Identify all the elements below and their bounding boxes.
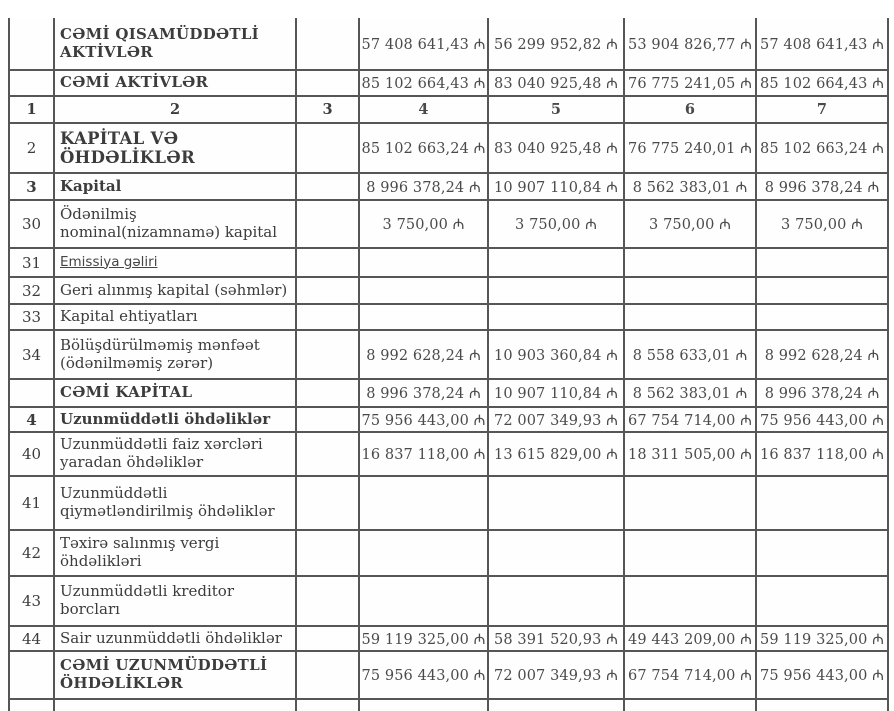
row-label-cell: CƏMİ QISAMÜDDƏTLİ AKTİVLƏR <box>55 18 297 69</box>
value-cell-col5: 10 903 360,84 ₼ <box>489 331 625 378</box>
row-label-cell: Geri alınmış kapital (səhmlər) <box>55 278 297 303</box>
row-label-cell: Bölüşdürülməmiş mənfəət (ödənilməmiş zərər) <box>55 331 297 378</box>
table-row <box>10 477 889 531</box>
value-cell-col6 <box>625 305 757 329</box>
row-label-cell: Uzunmüddətli kreditor borcları <box>55 577 297 625</box>
column3-cell <box>297 71 360 95</box>
row-label-cell: Uzunmüddətli qiymətləndirilmiş öhdəliklər <box>55 477 297 529</box>
value-cell-col6 <box>625 278 757 303</box>
row-number-cell: 43 <box>10 577 55 625</box>
column3-cell <box>297 331 360 378</box>
value-cell-col5: 3 750,00 ₼ <box>489 201 625 247</box>
column3-cell <box>297 249 360 276</box>
row-label-cell: Kapital ehtiyatları <box>55 305 297 329</box>
value-cell-col4: 8 996 378,24 ₼ <box>360 174 489 199</box>
row-label-cell: CƏMİ UZUNMÜDDƏTLİ ÖHDƏLİKLƏR <box>55 652 297 698</box>
value-cell-col7: 85 102 663,24 ₼ <box>757 124 889 172</box>
table-row <box>10 627 889 652</box>
value-cell-col7 <box>757 305 889 329</box>
row-label-cell: CƏMİ AKTİVLƏR <box>55 71 297 95</box>
row-label-cell: Təxirə salınmış vergi öhdəlikləri <box>55 531 297 575</box>
table-row <box>10 531 889 577</box>
row-number-cell: 4 <box>10 408 55 431</box>
row-number-cell: 44 <box>10 627 55 650</box>
value-cell-col5 <box>489 278 625 303</box>
row-number-cell: 1 <box>10 97 55 122</box>
row-number-cell <box>10 700 55 711</box>
column3-cell <box>297 18 360 69</box>
row-label-cell: Emissiya gəliri <box>55 249 297 276</box>
value-cell-col7: 16 837 118,00 ₼ <box>757 433 889 475</box>
value-cell-col6: 76 775 240,01 ₼ <box>625 124 757 172</box>
row-number-cell: 33 <box>10 305 55 329</box>
table-row <box>10 18 889 71</box>
value-cell-col5: 13 615 829,00 ₼ <box>489 433 625 475</box>
column3-cell <box>297 652 360 698</box>
value-cell-col6: 18 311 505,00 ₼ <box>625 433 757 475</box>
column3-cell <box>297 408 360 431</box>
value-cell-col4: 59 119 325,00 ₼ <box>360 627 489 650</box>
value-cell-col5: 10 907 110,84 ₼ <box>489 380 625 406</box>
value-cell-col4: 3 750,00 ₼ <box>360 201 489 247</box>
value-cell-col5: 72 007 349,93 ₼ <box>489 652 625 698</box>
value-cell-col5: 58 391 520,93 ₼ <box>489 627 625 650</box>
row-number-cell: 31 <box>10 249 55 276</box>
value-cell-col7 <box>757 577 889 625</box>
value-cell-col4 <box>360 305 489 329</box>
value-cell-col7 <box>757 477 889 529</box>
row-number-cell: 40 <box>10 433 55 475</box>
value-cell-col5: 72 007 349,93 ₼ <box>489 408 625 431</box>
row-label-cell: Kapital <box>55 174 297 199</box>
value-cell-col6 <box>625 700 757 711</box>
column3-cell <box>297 477 360 529</box>
value-cell-col4: 57 408 641,43 ₼ <box>360 18 489 69</box>
column3-cell <box>297 124 360 172</box>
row-number-cell <box>10 380 55 406</box>
value-cell-col4 <box>360 477 489 529</box>
column3-cell <box>297 700 360 711</box>
column3-cell <box>297 577 360 625</box>
value-cell-col4 <box>360 577 489 625</box>
row-label-cell: Sair uzunmüddətli öhdəliklər <box>55 627 297 650</box>
value-cell-col6: 49 443 209,00 ₼ <box>625 627 757 650</box>
value-cell-col6: 8 558 633,01 ₼ <box>625 331 757 378</box>
column-number-row <box>10 97 889 124</box>
value-cell-col5 <box>489 249 625 276</box>
value-cell-col5 <box>489 577 625 625</box>
table-row <box>10 278 889 305</box>
table-row <box>10 433 889 477</box>
value-cell-col7: 75 956 443,00 ₼ <box>757 408 889 431</box>
value-cell-col6: 6 <box>625 97 757 122</box>
value-cell-col6 <box>625 577 757 625</box>
column3-cell: 3 <box>297 97 360 122</box>
value-cell-col6: 76 775 241,05 ₼ <box>625 71 757 95</box>
value-cell-col6: 3 750,00 ₼ <box>625 201 757 247</box>
table-row <box>10 71 889 97</box>
value-cell-col7: 8 996 378,24 ₼ <box>757 174 889 199</box>
column3-cell <box>297 174 360 199</box>
row-number-cell: 30 <box>10 201 55 247</box>
value-cell-col6 <box>625 531 757 575</box>
value-cell-col4: 16 837 118,00 ₼ <box>360 433 489 475</box>
table-row <box>10 577 889 627</box>
value-cell-col4: 4 <box>360 97 489 122</box>
row-label-cell <box>55 700 297 711</box>
value-cell-col4: 8 996 378,24 ₼ <box>360 380 489 406</box>
value-cell-col5 <box>489 305 625 329</box>
value-cell-col6 <box>625 249 757 276</box>
row-number-cell: 41 <box>10 477 55 529</box>
column3-cell <box>297 380 360 406</box>
table-row <box>10 249 889 278</box>
value-cell-col7 <box>757 531 889 575</box>
value-cell-col5 <box>489 700 625 711</box>
row-number-cell: 2 <box>10 124 55 172</box>
value-cell-col4: 75 956 443,00 ₼ <box>360 652 489 698</box>
row-label-cell: CƏMİ KAPİTAL <box>55 380 297 406</box>
table-row <box>10 408 889 433</box>
row-number-cell: 34 <box>10 331 55 378</box>
value-cell-col7: 75 956 443,00 ₼ <box>757 652 889 698</box>
row-label-cell: Uzunmüddətli öhdəliklər <box>55 408 297 431</box>
value-cell-col4 <box>360 249 489 276</box>
column3-cell <box>297 305 360 329</box>
value-cell-col7: 8 996 378,24 ₼ <box>757 380 889 406</box>
table-row <box>10 201 889 249</box>
table-row <box>10 652 889 700</box>
row-number-cell: 3 <box>10 174 55 199</box>
column3-cell <box>297 278 360 303</box>
value-cell-col6: 8 562 383,01 ₼ <box>625 380 757 406</box>
row-label-cell: KAPİTAL VƏ ÖHDƏLİKLƏR <box>55 124 297 172</box>
column3-cell <box>297 627 360 650</box>
row-label-cell: Ödənilmiş nominal(nizamnamə) kapital <box>55 201 297 247</box>
row-number-cell <box>10 18 55 69</box>
value-cell-col4: 85 102 664,43 ₼ <box>360 71 489 95</box>
table-row <box>10 700 889 711</box>
value-cell-col5: 56 299 952,82 ₼ <box>489 18 625 69</box>
value-cell-col6: 67 754 714,00 ₼ <box>625 652 757 698</box>
value-cell-col5: 10 907 110,84 ₼ <box>489 174 625 199</box>
row-number-cell <box>10 71 55 95</box>
column3-cell <box>297 201 360 247</box>
value-cell-col4: 75 956 443,00 ₼ <box>360 408 489 431</box>
row-number-cell: 32 <box>10 278 55 303</box>
table-row <box>10 305 889 331</box>
value-cell-col5: 83 040 925,48 ₼ <box>489 124 625 172</box>
value-cell-col4: 85 102 663,24 ₼ <box>360 124 489 172</box>
table-row <box>10 174 889 201</box>
value-cell-col4 <box>360 700 489 711</box>
value-cell-col7 <box>757 278 889 303</box>
value-cell-col7 <box>757 249 889 276</box>
table-row <box>10 331 889 380</box>
value-cell-col7 <box>757 700 889 711</box>
value-cell-col6 <box>625 477 757 529</box>
value-cell-col5 <box>489 531 625 575</box>
value-cell-col4: 8 992 628,24 ₼ <box>360 331 489 378</box>
value-cell-col6: 53 904 826,77 ₼ <box>625 18 757 69</box>
value-cell-col5 <box>489 477 625 529</box>
row-label-cell: Uzunmüddətli faiz xərcləri yaradan öhdəliklər <box>55 433 297 475</box>
row-label-cell: 2 <box>55 97 297 122</box>
value-cell-col5: 5 <box>489 97 625 122</box>
value-cell-col7: 57 408 641,43 ₼ <box>757 18 889 69</box>
column3-cell <box>297 531 360 575</box>
value-cell-col7: 7 <box>757 97 889 122</box>
value-cell-col7: 59 119 325,00 ₼ <box>757 627 889 650</box>
value-cell-col7: 8 992 628,24 ₼ <box>757 331 889 378</box>
value-cell-col6: 67 754 714,00 ₼ <box>625 408 757 431</box>
row-number-cell: 42 <box>10 531 55 575</box>
value-cell-col7: 3 750,00 ₼ <box>757 201 889 247</box>
value-cell-col5: 83 040 925,48 ₼ <box>489 71 625 95</box>
value-cell-col6: 8 562 383,01 ₼ <box>625 174 757 199</box>
value-cell-col4 <box>360 278 489 303</box>
value-cell-col4 <box>360 531 489 575</box>
value-cell-col7: 85 102 664,43 ₼ <box>757 71 889 95</box>
table-row <box>10 380 889 408</box>
balance-sheet-table <box>8 18 889 711</box>
column3-cell <box>297 433 360 475</box>
table-row <box>10 124 889 174</box>
row-number-cell <box>10 652 55 698</box>
